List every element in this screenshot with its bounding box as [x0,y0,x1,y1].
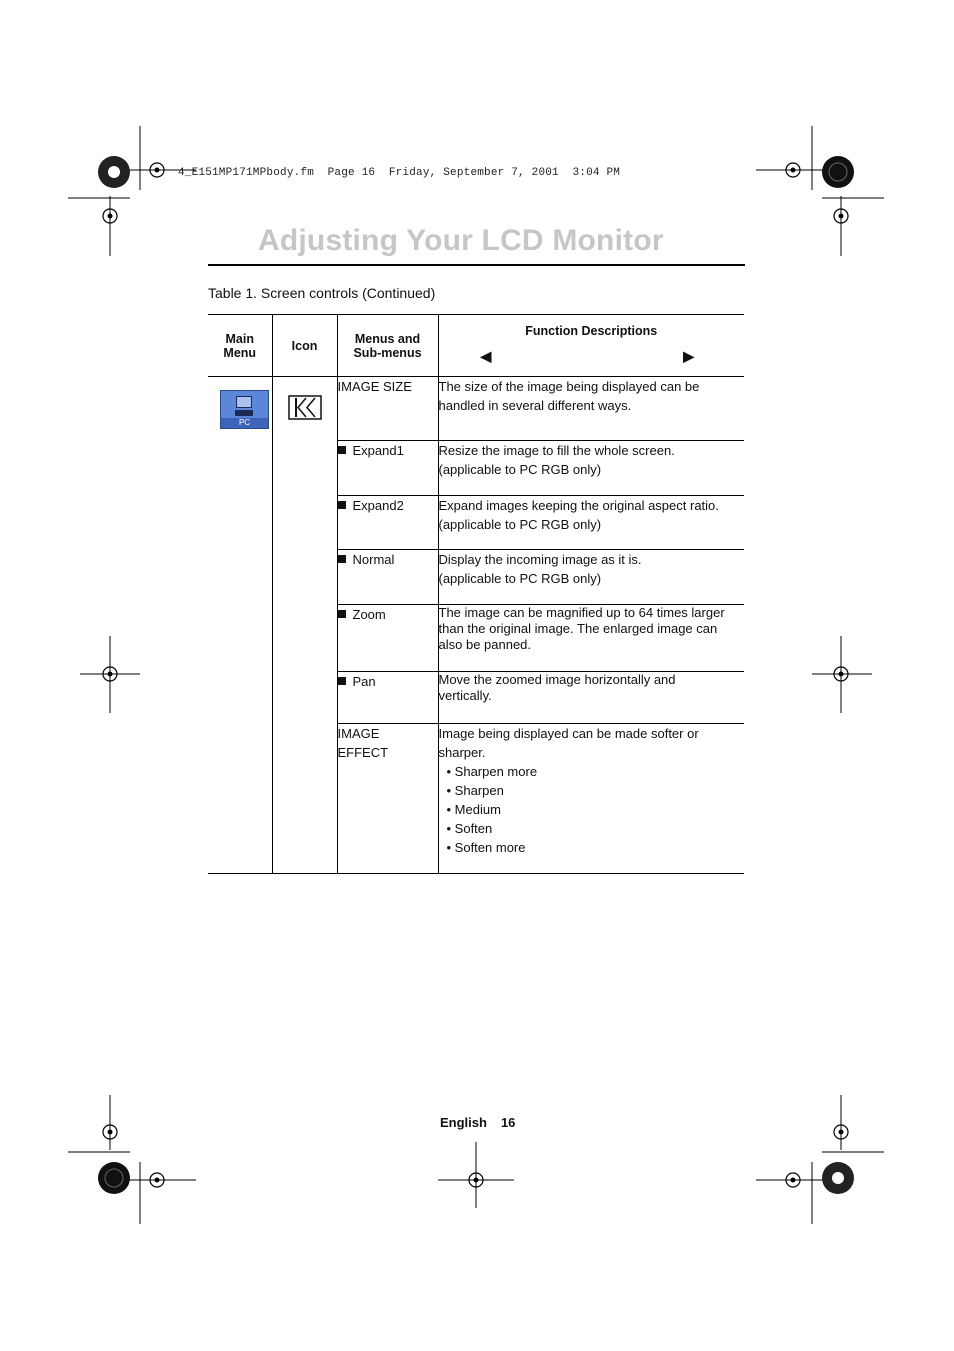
list-item: • Sharpen [447,781,745,800]
effect-options-list [439,762,745,857]
table-caption: Table 1. Screen controls (Continued) [208,285,436,301]
page-footer [440,1115,529,1130]
icon-cell [272,377,337,874]
monitor-icon [236,396,252,408]
desc-pan: Move the zoomed image horizontally and vertically. [438,672,744,724]
footer-language: English [440,1115,487,1130]
list-item: • Soften more [447,838,745,857]
square-bullet-icon [338,555,346,563]
desc-image-effect: Image being displayed can be made softer or sharper. • Sharpen more • Sharpen • Medium • Soften • Soften more [438,724,744,874]
table-row [208,377,744,441]
menu-item-zoom: Zoom [337,605,438,672]
print-file-header: 4_E151MP171MPbody.fm Page 16 Friday, September 7, 2001 3:04 PM [178,167,621,179]
screen-controls-table [208,314,744,874]
desc-normal: Display the incoming image as it is. (applicable to PC RGB only) [438,550,744,605]
menu-item-image-effect: IMAGE EFFECT [337,724,438,874]
header-icon: Icon [272,315,337,377]
header-main-menu: Main Menu [208,315,272,377]
page-number: 16 [500,1115,516,1130]
square-bullet-icon [338,677,346,685]
page-title: Adjusting Your LCD Monitor [258,224,664,257]
table-header-row [208,315,744,377]
menu-item-pan: Pan [337,672,438,724]
desc-zoom: The image can be magnified up to 64 times larger than the original image. The enlarged image can also be panned. [438,605,744,672]
square-bullet-icon [338,501,346,509]
desc-expand1: Resize the image to fill the whole screen. (applicable to PC RGB only) [438,441,744,496]
menu-item-normal: Normal [337,550,438,605]
left-arrow-icon: ◀ [480,348,492,364]
pc-icon-label: PC [221,418,268,428]
pc-menu-icon [220,390,269,429]
menu-item-expand1: Expand1 [337,441,438,496]
right-arrow-icon: ▶ [683,348,694,364]
menu-item-image-size: IMAGE SIZE [337,377,438,441]
square-bullet-icon [338,446,346,454]
desc-image-size: The size of the image being displayed can be handled in several different ways. [438,377,744,441]
header-menus: Menus and Sub-menus [337,315,438,377]
desc-expand2: Expand images keeping the original aspect ratio. (applicable to PC RGB only) [438,496,744,550]
main-menu-cell [208,377,272,874]
square-bullet-icon [338,610,346,618]
header-function-descriptions: Function Descriptions ◀ ▶ [438,315,744,377]
menu-item-expand2: Expand2 [337,496,438,550]
list-item: • Sharpen more [447,762,745,781]
image-size-icon [288,395,322,421]
title-rule [208,264,745,266]
list-item: • Medium [447,800,745,819]
list-item: • Soften [447,819,745,838]
